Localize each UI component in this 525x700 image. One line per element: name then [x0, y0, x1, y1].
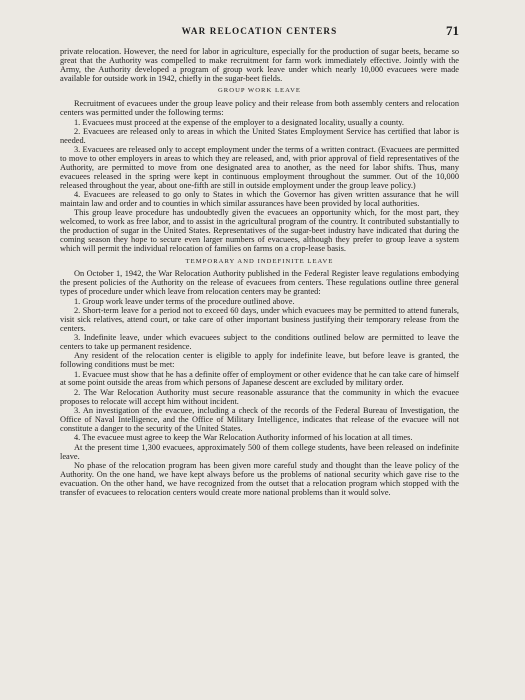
body-text	[60, 48, 459, 497]
paragraph: No phase of the relocation program has been given more careful study and thought than the leave policy of the Authority. On the one hand, we have kept always before us the problems of national security which gave rise to the evacuation. On the other hand, we have recognized from the outset that a relocation program which stopped with the transfer of evacuees to relocation centers would create more national problems than it would solve.	[60, 461, 459, 497]
page-number: 71	[446, 23, 459, 38]
paragraph: On October 1, 1942, the War Relocation Authority published in the Federal Register leave regulations embodying the present policies of the Authority on the release of evacuees from centers. These regulations outline three general types of procedure under which leave from relocation centers may be granted:	[60, 269, 459, 297]
page-header	[60, 23, 459, 42]
paragraph: 2. Short-term leave for a period not to exceed 60 days, under which evacuees may be permitted to attend funerals, visit sick relatives, attend court, or take care of other important business justifying their temporary release from the centers.	[60, 305, 459, 333]
paragraph: 1. Group work leave under terms of the procedure outlined above.	[74, 296, 295, 306]
paragraph: This group leave procedure has undoubtedly given the evacuees an opportunity which, for the most part, they welcomed, to work as free labor, and to assist in the agricultural program of the country. It contributed substantially to the production of sugar in the United States. Representatives of the sugar-beet industry have indicated that during the coming season they hope to secure even larger numbers of evacuees, although they prefer to group leave a system which will permit the individual relocation of families on farms on a crop-lease basis.	[60, 208, 459, 253]
section-heading-temporary-leave: TEMPORARY AND INDEFINITE LEAVE	[185, 257, 334, 265]
paragraph: 2. Evacuees are released only to areas in which the United States Employment Service has certified that labor is needed.	[60, 126, 459, 145]
paragraph: At the present time 1,300 evacuees, approximately 500 of them college students, have been released on indefinite leave.	[60, 442, 459, 461]
running-head: WAR RELOCATION CENTERS	[181, 26, 338, 36]
paragraph: 1. Evacuee must show that he has a definite offer of employment or other evidence that he can take care of himself at some point outside the areas from which persons of Japanese descent are excluded by military order.	[60, 369, 459, 388]
paragraph: 4. The evacuee must agree to keep the War Relocation Authority informed of his location at all times.	[74, 433, 413, 443]
intro-paragraph: private relocation. However, the need for labor in agriculture, especially for the production of sugar beets, became so great that the Authority was compelled to make recruitment for farm work immediately effective. Jointly with the Army, the Authority developed a program of group work leave under which nearly 10,000 evacuees were made available for outside work in 1942, chiefly in the sugar-beet fields.	[60, 47, 459, 83]
paragraph: 1. Evacuees must proceed at the expense of the employer to a designated locality, usually a county.	[74, 117, 405, 127]
paragraph: 3. Indefinite leave, under which evacuees subject to the conditions outlined below are permitted to leave the centers to take up permanent residence.	[60, 333, 459, 351]
paragraph: Any resident of the relocation center is eligible to apply for indefinite leave, but before leave is granted, the following conditions must be met:	[60, 351, 459, 370]
paragraph: 4. Evacuees are released to go only to States in which the Governor has given written assurance that he will maintain law and order and to counties in which similar assurances have been provided by local authorities.	[60, 190, 459, 208]
section-heading-group-work-leave: GROUP WORK LEAVE	[218, 87, 301, 95]
paragraph: 3. Evacuees are released only to accept employment under the terms of a written contract. (Evacuees are permitted to move to other employers in areas to which they are released, and, with prior approval of field representatives of the Authority, are permitted to move from one designated area to another, as the need for labor shifts. Thus, many evacuees released in the spring were kept in continuous employment throughout the summer. Out of the 10,000 released throughout the year, about one-fifth are still in outside employment under the group leave policy.)	[60, 145, 459, 190]
paragraph: 3. An investigation of the evacuee, including a check of the records of the Federal Bureau of Investigation, the Office of Naval Intelligence, and the Office of Military Intelligence, indicates that release of the evacuee will not constitute a danger to the security of the United States.	[60, 406, 459, 433]
paragraph: Recruitment of evacuees under the group leave policy and their release from both assembly centers and relocation centers was permitted under the following terms:	[60, 99, 459, 118]
paragraph: 2. The War Relocation Authority must secure reasonable assurance that the community in which the evacuee proposes to relocate will accept him without incident.	[60, 387, 459, 406]
